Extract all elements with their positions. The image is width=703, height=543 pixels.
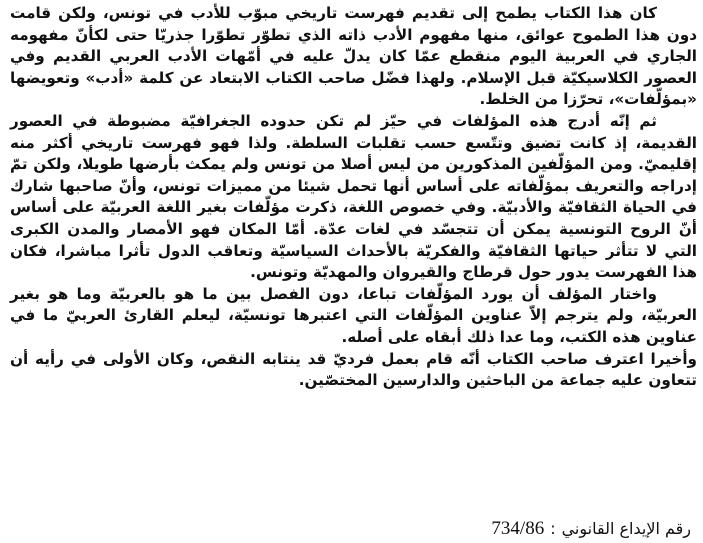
- legal-deposit-separator: :: [550, 519, 556, 538]
- legal-deposit-label: رقم الإيداع القانوني: [561, 519, 691, 538]
- legal-deposit-number: 734/86: [491, 518, 545, 539]
- body-text: [10, 3, 697, 392]
- paragraph-4: وأخيرا اعترف صاحب الكتاب أنّه قام بعمل فرديّ قد ينتابه النقص، وكان الأولى في رأيه أن تتعاون عليه جماعة من الباحثين والدارسين المختصّين.: [10, 349, 697, 390]
- paragraph-2: ثم إنّه أدرج هذه المؤلفات في حيّز لم تكن حدوده الجغرافيّة مضبوطة في العصور القديمة، إذ كانت تضيق وتتّسع حسب تقلبات السلطة. ولذا فهو فهرست تاريخي أكثر منه إقليميّ. ومن المؤلّفين المذكورين من ليس أصلا من تونس ولم يمكث بأرضها طويلا، ولكن تمّ إدراجه والتعريف بمؤلّفاته على أساس أنها تحمل شيئا من مميزات تونس، وأنّ صاحبها شارك في الحياة الثقافيّة والأدبيّة. وفي خصوص اللغة، ذكرت مؤلّفات بغير اللغة العربيّة على أساس أنّ الروح التونسية يمكن أن تتجسّد في لغات عدّة. أمّا المكان فهو الأمصار والمدن الكبرى التي لا تتأثر حياتها الثقافيّة والفكريّة بالأحداث السياسيّة وتعاقب الدول تأثرا مباشرا، فكان هذا الفهرست يدور حول قرطاج والقيروان والمهديّة وتونس.: [10, 111, 697, 282]
- paragraph-3: واختار المؤلف أن يورد المؤلّفات تباعا، دون الفصل بين ما هو بالعربيّة وما هو بغير العربيّة، ولم يترجم إلاّ عناوين المؤلّفات التي اعتبرها تونسيّة، ليعلم القارئ العربيّ ما في عناوين هذه الكتب، وما عدا ذلك أبقاه على أصله.: [10, 284, 697, 346]
- legal-deposit-line: [491, 518, 691, 540]
- paragraph-1: كان هذا الكتاب يطمح إلى تقديم فهرست تاريخي مبوّب للأدب في تونس، ولكن قامت دون هذا الطموح عوائق، منها مفهوم الأدب ذاته الذي تطوّر تطوّرا جذريّا حتى لكأنّ مفهومه الجاري في العربية اليوم منقطع عمّا كان يدلّ عليه في أمّهات الأدب العربي القديم وفي العصور الكلاسيكيّة قبل الإسلام. ولهذا فضّل صاحب الكتاب الابتعاد عن كلمة «أدب» وتعويضها «بمؤلّفات»، تحرّزا من الخلط.: [10, 4, 697, 109]
